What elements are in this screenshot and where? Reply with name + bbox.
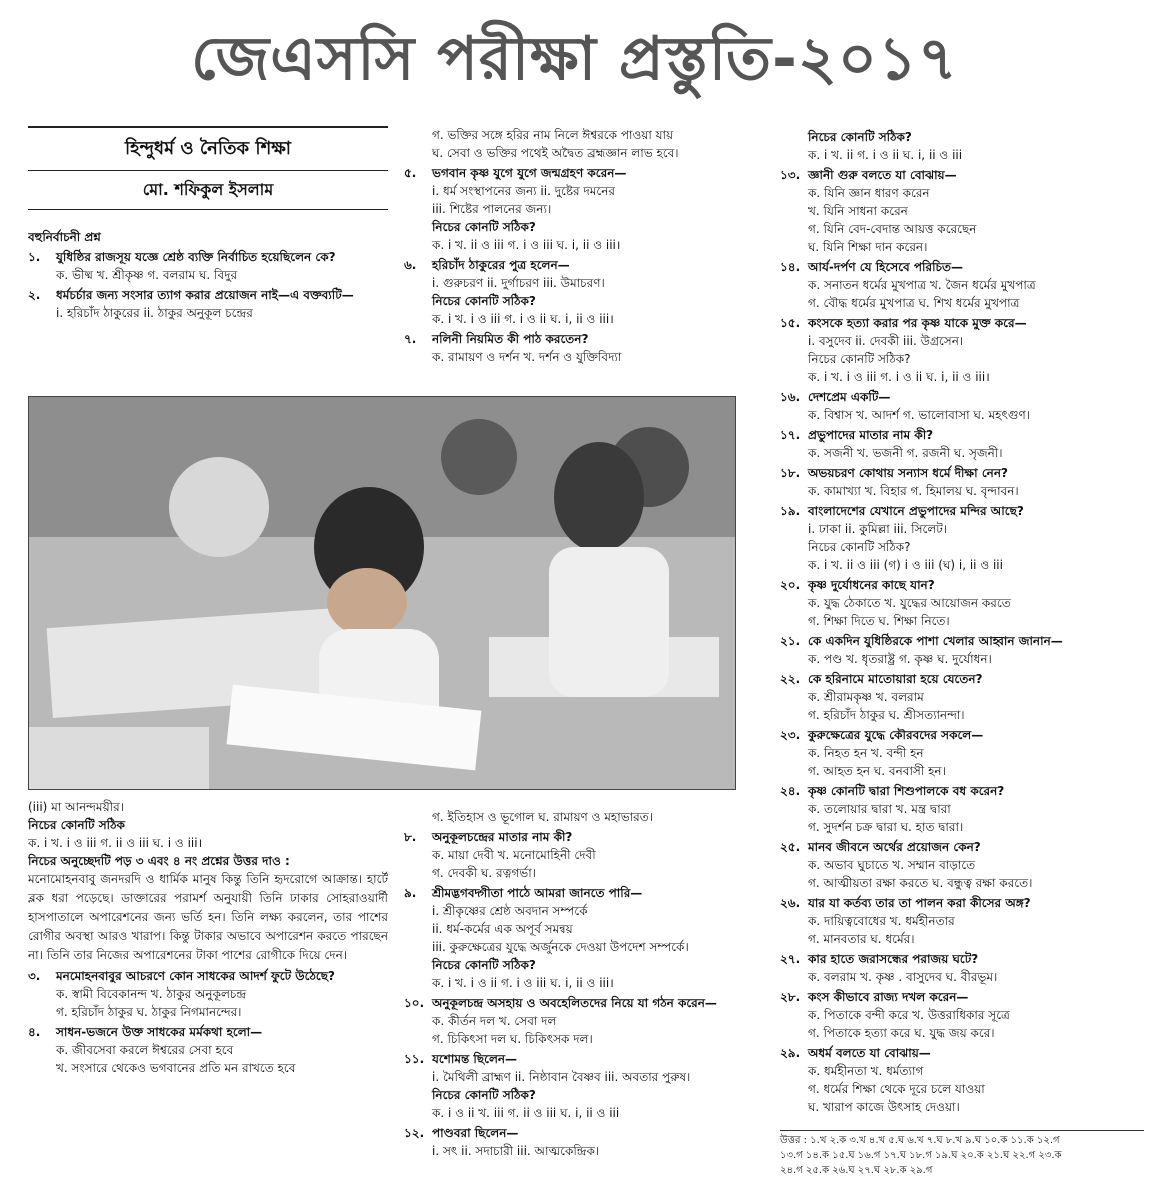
option-line: ক. রামায়ণ ও দর্শন খ. দর্শন ও যুক্তিবিদ্যা	[432, 350, 622, 364]
option-line: ক. জীবসেবা করলে ঈশ্বরের সেবা হবে	[56, 1043, 234, 1057]
option-line: ক. স্বামী বিবেকানন্দ খ. ঠাকুর অনুকূলচন্দ্র	[56, 987, 247, 1001]
question-number: ২২.	[780, 672, 801, 686]
question-item	[780, 314, 1144, 332]
option-line: i. বসুদেব ii. দেবকী iii. উগ্রসেন।	[808, 334, 964, 348]
question-item	[780, 128, 1144, 146]
option-line: গ. হরিচাঁদ ঠাকুর ঘ. ঠাকুর নিগমানন্দের।	[56, 1005, 242, 1019]
question-text: যুধিষ্ঠির রাজসূয় যজ্ঞে শ্রেষ্ঠ ব্যক্তি নির্বাচিত হয়েছিলেন কে?	[56, 250, 336, 264]
option-line: ঘ. সেবা ও ভক্তির পথেই অদ্বৈত ব্রহ্মজ্ঞান লাভ হবে।	[432, 146, 679, 160]
question-text: অনুকূলচন্দ্র অসহায় ও অবহেলিতদের নিয়ে যা গঠন করেন—	[432, 996, 717, 1010]
question-10	[404, 994, 754, 1012]
question-text: যশোমন্ত ছিলেন—	[432, 1052, 518, 1066]
question-text: মানব জীবনে অর্থের প্রয়োজন কেন?	[808, 840, 981, 854]
option-line: গ. দেবকী ঘ. রত্নগর্ভা।	[432, 866, 537, 880]
question-text: নলিনী নিয়মিত কী পাঠ করতেন?	[432, 332, 589, 346]
question-item	[780, 950, 1144, 968]
answer-key-line: উত্তর : ১.খ ২.ক ৩.খ ৪.খ ৫.ঘ ৬.খ ৭.ঘ ৮.খ ৯.ঘ ১০.ক ১১.ক ১২.গ	[780, 1135, 1060, 1146]
option-line: গ. মানবতার ঘ. ধর্মের।	[808, 932, 915, 946]
question-number: ১৬.	[780, 390, 801, 404]
option-line: খ. যিনি সাধনা করেন	[808, 204, 908, 218]
option-line: ক. নিহত হন খ. বন্দী হন	[808, 746, 924, 760]
question-item	[780, 670, 1144, 688]
question-item	[780, 726, 1144, 744]
option-line: i. সৎ ii. সদাচারী iii. আত্মকেন্দ্রিক।	[432, 1144, 600, 1158]
option-line: ক. বিশ্বাস খ. আদর্শ গ. ভালোবাসা ঘ. মহৎগুণ।	[808, 408, 1031, 422]
column-3	[780, 126, 1144, 1126]
question-text: প্রভুপাদের মাতার নাম কী?	[808, 428, 934, 442]
question-number: ১৫.	[780, 316, 801, 330]
option-line: ঘ. যিনি শিক্ষা দান করেন।	[808, 240, 928, 254]
question-number: ৬.	[404, 258, 417, 272]
question-item	[780, 426, 1144, 444]
question-number: ২৩.	[780, 728, 801, 742]
answer-choices: ক. i ও ii খ. iii গ. ii ও iii ঘ. i, ii ও iii	[432, 1106, 620, 1120]
instruction-text: নিচের অনুচ্ছেদটি পড় ৩ এবং ৪ নং প্রশ্নের উত্তর দাও :	[28, 854, 290, 868]
answer-choices: ক. i খ. ii ও iii গ. i ও iii ঘ. i, ii ও iii।	[432, 238, 621, 252]
question-number: ৭.	[404, 332, 417, 346]
question-item	[780, 782, 1144, 800]
question-text: কৃষ্ণ কোনটি দ্বারা শিশুপালকে বধ করেন?	[808, 784, 1005, 798]
question-item	[780, 166, 1144, 184]
option-line: ক. কামাখ্যা খ. বিহার গ. হিমালয় ঘ. বৃন্দাবন।	[808, 484, 1019, 498]
question-number: ১৩.	[780, 168, 801, 182]
question-number: ২৭.	[780, 952, 801, 966]
question-text: আর্য-দর্পণ যে হিসেবে পরিচিত—	[808, 260, 963, 274]
which-correct-label: নিচের কোনটি সঠিক?	[432, 958, 536, 972]
question-6	[404, 256, 754, 274]
question-1	[28, 248, 388, 266]
option-line: ক. মায়া দেবী খ. মনোমোহিনী দেবী	[432, 848, 596, 862]
question-3	[28, 967, 388, 985]
option-line: i. ঢাকা ii. কুমিল্লা iii. সিলেট।	[808, 522, 948, 536]
question-number: ১৪.	[780, 260, 801, 274]
answer-key	[780, 1130, 1144, 1191]
question-item	[780, 388, 1144, 406]
question-text: ভগবান কৃষ্ণ যুগে যুগে জন্মগ্রহণ করেন—	[432, 166, 627, 180]
question-text: যার যা কর্তব্য তার তা পালন করা কীসের অঙ্গ?	[808, 896, 1031, 910]
option-line: গ. আত্মীয়তা রক্ষা করতে ঘ. বন্ধুত্ব রক্ষা করতে।	[808, 876, 1033, 890]
which-correct-label: নিচের কোনটি সঠিক?	[432, 220, 536, 234]
option-line: ক. i খ. ii ও iii (গ) i ও iii (ঘ) i, ii ও iii	[808, 558, 1003, 572]
question-number: ৫.	[404, 166, 417, 180]
question-number: ১০.	[404, 996, 425, 1010]
option-line: নিচের কোনটি সঠিক?	[808, 352, 911, 366]
option-line: ক. তলোয়ার দ্বারা খ. মন্ত্র দ্বারা	[808, 802, 951, 816]
question-number: ৩.	[28, 969, 41, 983]
column-1-bottom	[28, 798, 388, 1191]
question-text: অভয়চরণ কোথায় সন্যাস ধর্মে দীক্ষা নেন?	[808, 466, 1008, 480]
question-number: ২.	[28, 288, 41, 302]
option-line: ক. যিনি জ্ঞান ধারণ করেন	[808, 186, 930, 200]
option-line: i. গুরুচরণ ii. দুর্গাচরণ iii. উমাচরণ।	[432, 276, 605, 290]
option-line: ক. পিতাকে বন্দী করে খ. উত্তরাধিকার সূত্রে	[808, 1008, 1010, 1022]
question-number: ৪.	[28, 1025, 41, 1039]
option-line: খ. সংসারে থেকেও ভগবানের প্রতি মন রাখতে হবে	[56, 1061, 296, 1075]
option-line: ক. কীর্তন দল খ. সেবা দল	[432, 1014, 557, 1028]
question-item	[780, 632, 1144, 650]
exam-hall-photo	[28, 396, 736, 790]
question-text: কে হরিনামে মাতোয়ারা হয়ে যেতেন?	[808, 672, 983, 686]
answer-choices: ক. i খ. i ও iii গ. i ও ii ঘ. i, ii ও iii।	[432, 312, 614, 326]
students-writing-exam-illustration	[29, 397, 735, 789]
question-9	[404, 884, 754, 902]
option-line: ক. শ্রীরামকৃষ্ণ খ. বলরাম	[808, 690, 924, 704]
question-text: কৃষ্ণ দুর্যোধনের কাছে যান?	[808, 578, 935, 592]
question-11	[404, 1050, 754, 1068]
question-item	[780, 838, 1144, 856]
option-line: ক. i খ. i ও iii গ. i ও ii ঘ. i, ii ও iii।	[808, 370, 990, 384]
question-text: দেশপ্রেম একটি—	[808, 390, 891, 404]
question-text: হরিচাঁদ ঠাকুরের পুত্র হলেন—	[432, 258, 570, 272]
question-number	[780, 128, 808, 146]
option-line: (iii) মা আনন্দময়ীর।	[28, 800, 124, 814]
option-line: i. মৈথিলী ব্রাহ্মণ ii. নিষ্ঠাবান বৈষ্ণব iii. অবতার পুরুষ।	[432, 1070, 691, 1084]
question-number: ১.	[28, 250, 41, 264]
section-title: বহুনির্বাচনী প্রশ্ন	[28, 230, 101, 244]
question-text: কে একদিন যুধিষ্ঠিরকে পাশা খেলার আহ্বান জানান—	[808, 634, 1063, 648]
question-4	[28, 1023, 388, 1041]
question-item	[780, 1044, 1144, 1062]
option-line: ক. সজনী খ. ভজনী গ. রজনী ঘ. সৃজনী।	[808, 446, 1003, 460]
question-number: ১৭.	[780, 428, 801, 442]
option-line: i. ধর্ম সংস্থাপনের জন্য ii. দুষ্টের দমনের	[432, 184, 616, 198]
column-2-bottom	[404, 808, 754, 1191]
option-line: গ. চিকিৎসা দল ঘ. চিকিৎসক দল।	[432, 1032, 593, 1046]
option-line: ক. বলরাম খ. কৃষ্ণ . বাসুদেব ঘ. বীরভূম।	[808, 970, 998, 984]
question-5	[404, 164, 754, 182]
column-2-top	[404, 126, 754, 391]
question-number: ১১.	[404, 1052, 425, 1066]
option-line: ক. যুদ্ধ ঠেকাতে খ. যুদ্ধের আয়োজন করতে	[808, 596, 1011, 610]
option-line: ii. ধর্ম-কর্মের এক অপূর্ব সমন্বয়	[432, 922, 573, 936]
option-line: ক. পণ্ড খ. ধৃতরাষ্ট্র গ. কৃষ্ণ ঘ. দুর্যোধন।	[808, 652, 992, 666]
question-text: মনমোহনবাবুর আচরণে কোন সাধকের আদর্শ ফুটে উঠেছে?	[56, 969, 335, 983]
question-item	[780, 576, 1144, 594]
option-line: গ. হরিচাঁদ ঠাকুর ঘ. শ্রীসত্যানন্দা।	[808, 708, 965, 722]
option-line: গ. পিতাকে হত্যা করে ঘ. যুদ্ধ জয় করে।	[808, 1026, 995, 1040]
option-line: ক. ধর্মহীনতা খ. ধর্মত্যাগ	[808, 1064, 924, 1078]
question-item	[780, 464, 1144, 482]
author-name: মো. শফিকুল ইসলাম	[142, 180, 274, 199]
option-line: iii. কুরুক্ষেত্রের যুদ্ধে অর্জুনকে দেওয়া উপদেশ সম্পর্কে।	[432, 940, 689, 954]
question-number: ৯.	[404, 886, 417, 900]
page-banner-title: জেএসসি পরীক্ষা প্রস্তুতি-২০১৭	[191, 24, 958, 94]
question-number: ২০.	[780, 578, 801, 592]
divider	[28, 209, 388, 210]
answer-choices: ক. i খ. i ও ii গ. i ও iii ঘ. i, ii ও iii।	[432, 976, 614, 990]
question-number: ১৮.	[780, 466, 801, 480]
option-line: গ. আহত হন ঘ. বনবাসী হন।	[808, 764, 946, 778]
option-line: গ. ভক্তির সঙ্গে হরির নাম নিলে ঈশ্বরকে পাওয়া যায়	[432, 128, 674, 142]
question-item	[780, 894, 1144, 912]
stimulus-paragraph: মনোমোহনবাবু জনদরদি ও ধার্মিক মানুষ কিন্তু তিনি হৃদরোগে আক্রান্ত। হার্টে ব্লক ধরা পড়েছে। ডাক্তারের পরামর্শ অনুযায়ী তিনি ঢাকার সোহরাওয়ার্দী হাসপাতালে অপারেশনের জন্য ভর্তি হন। তিনি লক্ষ্য করলেন, তার পাশের রোগীর অবস্থা আরও খারাপ। কিন্তু টাকার অভাবে অপারেশন করতে পারছেন না। তিনি তার নিজের অপারেশনের টাকা পাশের রোগীকে দিয়ে দেন।	[28, 872, 388, 962]
question-options: i. হরিচাঁদ ঠাকুরের ii. ঠাকুর অনুকূল চন্দ্রের	[56, 306, 253, 320]
question-number: ২৪.	[780, 784, 801, 798]
question-number: ২৬.	[780, 896, 801, 910]
which-correct-label: নিচের কোনটি সঠিক?	[432, 294, 536, 308]
option-line: গ. শিক্ষা দিতে ঘ. শিক্ষা নিতে।	[808, 614, 950, 628]
option-line: গ. যিনি বেদ-বেদান্ত আয়ত্ত করেছেন	[808, 222, 977, 236]
question-text: নিচের কোনটি সঠিক?	[808, 130, 912, 144]
question-text: অধর্ম বলতে যা বোঝায়—	[808, 1046, 931, 1060]
question-text: বাংলাদেশের যেখানে প্রভুপাদের মন্দির আছে?	[808, 504, 1024, 518]
divider	[28, 126, 388, 128]
question-number: ২১.	[780, 634, 801, 648]
question-text: কংস কীভাবে রাজ্য দখল করেন—	[808, 990, 969, 1004]
option-line: নিচের কোনটি সঠিক?	[808, 540, 911, 554]
option-line: গ. সুদর্শন চক্র দ্বারা ঘ. হাত দ্বারা।	[808, 820, 964, 834]
question-text: কার হাতে জরাসন্ধের পরাজয় ঘটে?	[808, 952, 979, 966]
question-2	[28, 286, 388, 304]
question-item	[780, 988, 1144, 1006]
question-text: কংসকে হত্যা করার পর কৃষ্ণ যাকে মুক্ত করে—	[808, 316, 1027, 330]
answer-choices: ক. i খ. i ও iii গ. ii ও iii ঘ. i ও iii।	[28, 836, 203, 850]
question-number: ২৮.	[780, 990, 801, 1004]
question-number: ১২.	[404, 1126, 425, 1140]
question-8	[404, 828, 754, 846]
question-text: কুরুক্ষেত্রের যুদ্ধে কৌরবদের সকলে—	[808, 728, 984, 742]
option-line: গ. বৌদ্ধ ধর্মের মুখপাত্র ঘ. শিখ ধর্মের মুখপাত্র	[808, 296, 1020, 310]
question-7	[404, 330, 754, 348]
answer-key-line: ১৩.গ ১৪.ক ১৫.ঘ ১৬.গ ১৭.ঘ ১৮.গ ১৯.ঘ ২০.ক ২১.ঘ ২২.গ ২৩.ক	[780, 1150, 1062, 1161]
answer-key-line: ২৪.গ ২৫.ক ২৬.ঘ ২৭.ঘ ২৮.ক ২৯.গ	[780, 1165, 933, 1176]
question-12	[404, 1124, 754, 1142]
question-options: ক. ভীষ্ম খ. শ্রীকৃষ্ণ গ. বলরাম ঘ. বিদুর	[56, 268, 238, 282]
question-text: শ্রীমদ্ভগবদ্গীতা পাঠে আমরা জানতে পারি—	[432, 886, 643, 900]
question-item	[780, 502, 1144, 520]
question-number: ৮.	[404, 830, 417, 844]
option-line: ক. অভাব ঘুচাতে খ. সম্মান বাড়াতে	[808, 858, 976, 872]
divider	[28, 170, 388, 171]
question-number: ২৫.	[780, 840, 801, 854]
option-line: ক. i খ. ii গ. i ও ii ঘ. i, ii ও iii	[808, 148, 963, 162]
question-text: জ্ঞানী গুরু বলতে যা বোঝায়—	[808, 168, 957, 182]
option-line: i. শ্রীকৃষ্ণের শ্রেষ্ঠ অবদান সম্পর্কে	[432, 904, 588, 918]
option-line: ঘ. খারাপ কাজে উৎসাহ দেওয়া।	[808, 1100, 960, 1114]
option-line: গ. ইতিহাস ও ভূগোল ঘ. রামায়ণ ও মহাভারত।	[432, 810, 654, 824]
question-number: ২৯.	[780, 1046, 801, 1060]
which-correct-label: নিচের কোনটি সঠিক	[28, 818, 125, 832]
question-text: পাণ্ডবরা ছিলেন—	[432, 1126, 519, 1140]
question-item	[780, 258, 1144, 276]
option-line: গ. ধর্মের শিক্ষা থেকে দূরে চলে যাওয়া	[808, 1082, 985, 1096]
column-1-top	[28, 126, 388, 391]
option-line: ক. সনাতন ধর্মের মুখপাত্র খ. জৈন ধর্মের মুখপাত্র	[808, 278, 1036, 292]
subject-title: হিন্দুধর্ম ও নৈতিক শিক্ষা	[124, 138, 292, 159]
option-line: iii. শিষ্টের পালনের জন্য।	[432, 202, 552, 216]
which-correct-label: নিচের কোনটি সঠিক?	[432, 1088, 536, 1102]
option-line: ক. দায়িত্ববোধের খ. ধর্মহীনতার	[808, 914, 955, 928]
question-text: সাধন-ভজনে উক্ত সাধকের মর্মকথা হলো—	[56, 1025, 263, 1039]
question-text: ধর্মচর্চার জন্য সংসার ত্যাগ করার প্রয়োজন নাই—এ বক্তব্যটি—	[56, 288, 354, 302]
question-text: অনুকূলচন্দ্রের মাতার নাম কী?	[432, 830, 573, 844]
question-number: ১৯.	[780, 504, 801, 518]
